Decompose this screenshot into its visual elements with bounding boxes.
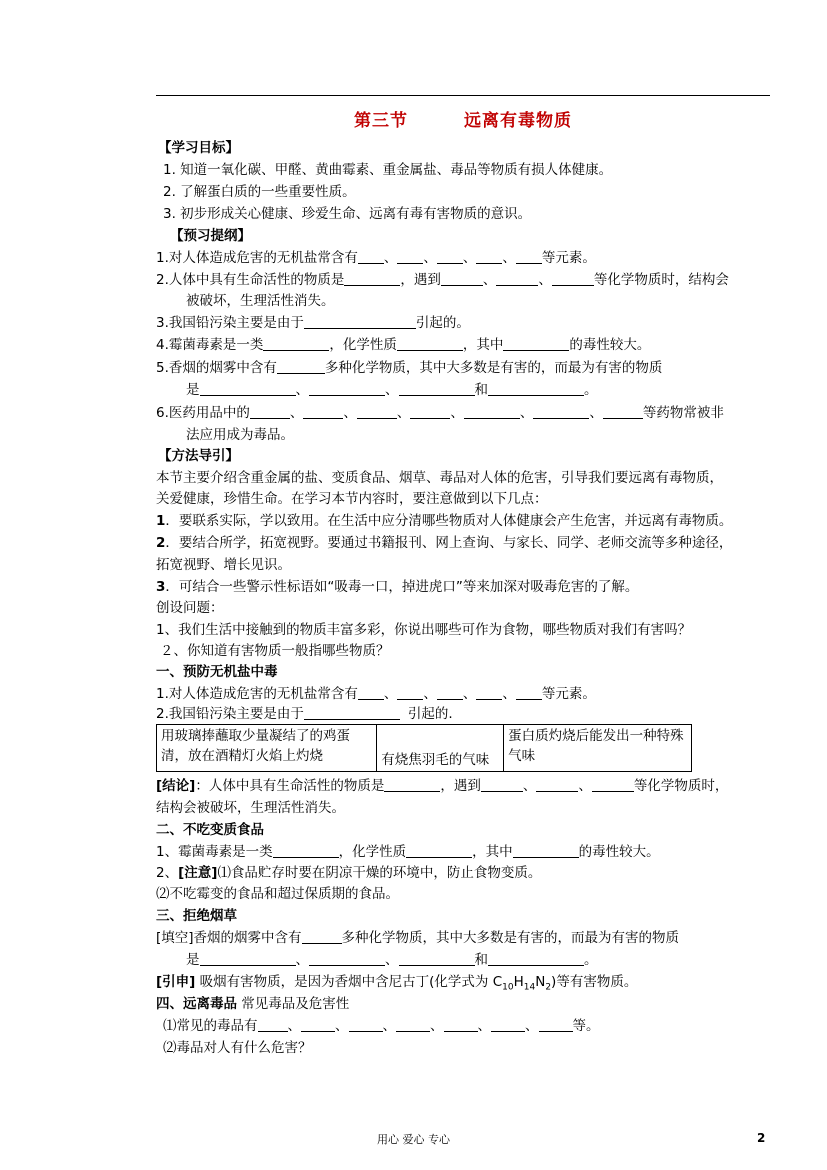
- page-number: 2: [757, 1131, 766, 1145]
- section-2-note-2: ⑵不吃霉变的食品和超过保质期的食品。: [156, 886, 399, 902]
- section-3-cite: [引申] 吸烟有害物质，是因为香烟中含尼古丁(化学式为 $C_{10}H_{14}N_2$)等有害物质。: [156, 974, 638, 993]
- method-point-2-cont: 拓宽视野、增长见识。: [156, 557, 291, 573]
- preview-q2: 2.人体中具有生命活性的物质是 ，遇到 、 、 等化学物质时，结构会: [156, 272, 729, 288]
- table-cell: 用玻璃捧蘸取少量凝结了的鸡蛋清，放在酒精灯火焰上灼烧: [157, 725, 377, 772]
- goal-item: 2. 了解蛋白质的一些重要性质。: [163, 184, 356, 200]
- preview-q4: 4.霉菌毒素是一类 ，化学性质 ，其中 的毒性较大。: [156, 337, 651, 353]
- section-2-q1: 1、霉菌毒素是一类 ，化学性质 ，其中 的毒性较大。: [156, 844, 660, 860]
- table-cell: 有烧焦羽毛的气味: [377, 725, 504, 772]
- section-2-note: 2、[注意]⑴食品贮存时要在阴凉干燥的环境中，防止食物变质。: [156, 865, 542, 881]
- section-3-heading: 三、拒绝烟草: [156, 908, 237, 924]
- table-row: [157, 725, 692, 772]
- method-intro: 本节主要介绍含重金属的盐、变质食品、烟草、毒品对人体的危害，引导我们要远离有毒物质，: [156, 470, 723, 486]
- section-1-heading: 一、预防无机盐中毒: [156, 664, 278, 680]
- section-4-q2: ⑵毒品对人有什么危害？: [163, 1040, 312, 1056]
- section-2-heading: 二、不吃变质食品: [156, 822, 264, 838]
- section-4-q1: ⑴常见的毒品有 、 、 、 、 、 、 等。: [163, 1018, 600, 1034]
- goal-item: 1. 知道一氧化碳、甲醛、黄曲霉素、重金属盐、毒品等物质有损人体健康。: [163, 162, 613, 178]
- preview-q5-cont: 是 、 、 和 。: [186, 382, 598, 398]
- section-title: 第三节 远离有毒物质: [354, 111, 572, 131]
- section-1-q1: 1.对人体造成危害的无机盐常含有 、 、 、 、 等元素。: [156, 686, 596, 702]
- page-footer: 用心 爱心 专心: [377, 1133, 450, 1146]
- section-1-conclusion: [结论]：人体中具有生命活性的物质是 ，遇到 、 、 等化学物质时，: [156, 778, 729, 794]
- section-4-heading: 四、远离毒品 常见毒品及危害性: [156, 996, 350, 1012]
- method-point-2: 2．要结合所学，拓宽视野。要通过书籍报刊、网上查询、与家长、同学、老师交流等多种途径，: [156, 535, 733, 551]
- preview-q6-cont: 法应用成为毒品。: [186, 427, 294, 443]
- method-heading: 【方法导引】: [158, 448, 239, 464]
- header-rule: [156, 95, 770, 96]
- preview-q6: 6.医药用品中的 、 、 、 、 、 、 等药物常被非: [156, 405, 724, 421]
- preview-heading: 【预习提纲】: [170, 228, 251, 244]
- preview-q3: 3.我国铅污染主要是由于 引起的。: [156, 315, 470, 331]
- question-item: ２、你知道有害物质一般指哪些物质？: [160, 643, 390, 659]
- preview-q2-cont: 被破坏，生理活性消失。: [186, 293, 335, 309]
- method-point-1: 1．要联系实际，学以致用。在生活中应分清哪些物质对人体健康会产生危害，并远离有毒物质。: [156, 513, 733, 529]
- section-3-fill: [填空]香烟的烟雾中含有 多种化学物质，其中大多数是有害的，而最为有害的物质: [156, 930, 680, 946]
- question-item: 1、我们生活中接触到的物质丰富多彩，你说出哪些可作为食物，哪些物质对我们有害吗？: [156, 622, 692, 638]
- preview-q1: 1.对人体造成危害的无机盐常含有 、 、 、 、 等元素。: [156, 250, 596, 266]
- method-intro: 关爱健康，珍惜生命。在学习本节内容时，要注意做到以下几点：: [156, 491, 548, 507]
- table-cell: 蛋白质灼烧后能发出一种特殊气味: [504, 725, 692, 772]
- questions-heading: 创设问题：: [156, 600, 224, 616]
- method-point-3: 3．可结合一些警示性标语如“吸毒一口，掉进虎口”等来加深对吸毒危害的了解。: [156, 579, 639, 595]
- experiment-table: [156, 724, 692, 772]
- goal-item: 3. 初步形成关心健康、珍爱生命、远离有毒有害物质的意识。: [163, 206, 532, 222]
- section-1-q2: 2.我国铅污染主要是由于 引起的.: [156, 706, 453, 722]
- preview-q5: 5.香烟的烟雾中含有 多种化学物质，其中大多数是有害的，而最为有害的物质: [156, 360, 663, 376]
- goals-heading: 【学习目标】: [158, 140, 239, 156]
- section-1-conclusion-cont: 结构会被破坏，生理活性消失。: [156, 800, 345, 816]
- section-3-fill-cont: 是 、 、 和 。: [186, 952, 598, 968]
